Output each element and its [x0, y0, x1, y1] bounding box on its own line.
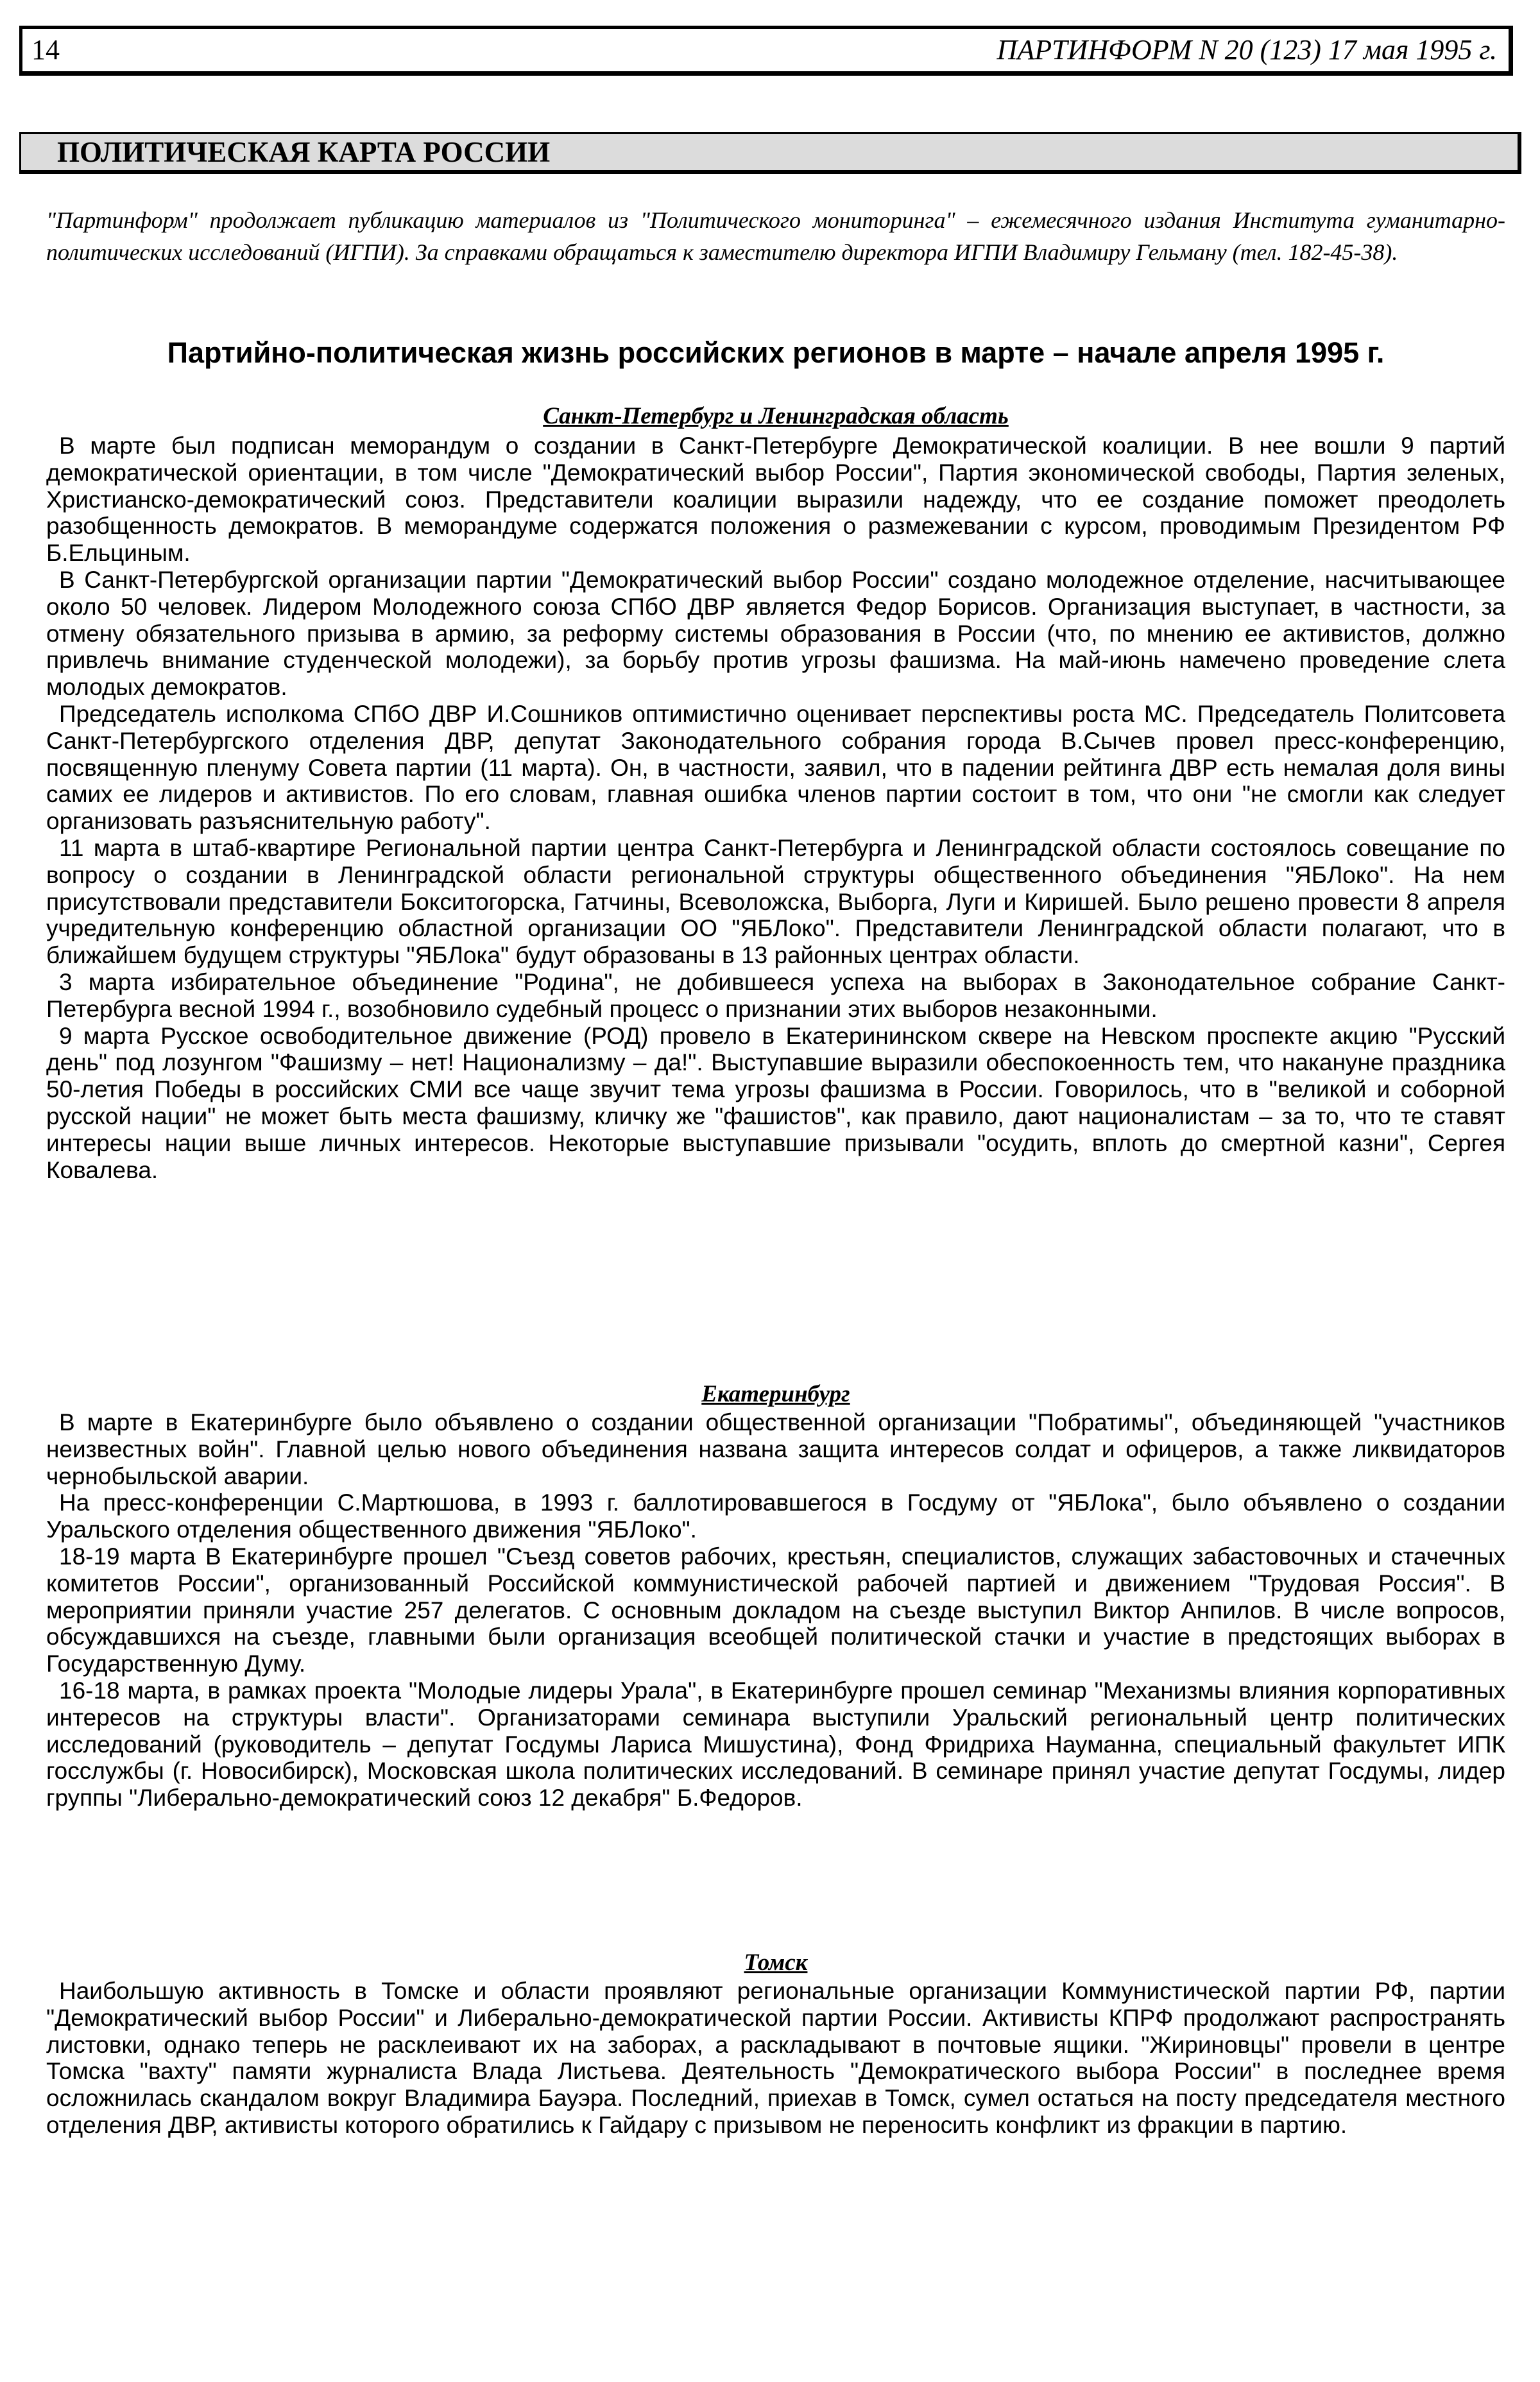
page-number: 14 — [31, 34, 60, 65]
paragraph: 18-19 марта В Екатеринбурге прошел "Съезд советов рабочих, крестьян, специалистов, служащих забастовочных и стачечных комитетов России", организованный Российской коммунистической рабочей партией и движением "Трудовая Россия". В мероприятии приняли участие 257 делегатов. С основным докладом на съезде выступил Виктор Анпилов. В числе вопросов, обсуждавшихся на съезде, главными были организация всеобщей политической стачки и участие в предстоящих выборах в Государственную Думу. — [46, 1543, 1505, 1677]
paragraph: 3 марта избирательное объединение "Родина", не добившееся успеха на выборах в Законодательное собрание Санкт-Петербурга весной 1994 г., возобновило судебный процесс о признании этих выборов незаконными. — [46, 968, 1505, 1022]
region-heading-spb: Санкт-Петербург и Ленинградская область — [543, 403, 1009, 429]
issue-info: ПАРТИНФОРМ N 20 (123) 17 мая 1995 г. — [997, 34, 1497, 65]
region-body-ekb — [46, 1409, 1505, 1812]
region-body-tomsk — [46, 1978, 1505, 2139]
section-title: ПОЛИТИЧЕСКАЯ КАРТА РОССИИ — [57, 136, 551, 168]
intro-text: "Партинформ" продолжает публикацию материалов из "Политического мониторинга" – ежемесячного издания Института гуманитарно-политических исследований (ИГПИ). За справками обращаться к заместителю директора ИГПИ Владимиру Гельману (тел. 182-45-38). — [46, 207, 1505, 265]
page-header — [19, 26, 1513, 76]
paragraph: 9 марта Русское освободительное движение (РОД) провело в Екатерининском сквере на Невском проспекте акцию "Русский день" под лозунгом "Фашизму – нет! Национализму – да!". Выступавшие выразили обеспокоенность тем, что накануне праздника 50-летия Победы в российских СМИ все чаще звучит тема угрозы фашизма в России. Говорилось, что в "великой и соборной русской нации" не может быть места фашизму, кличку же "фашистов", как правило, дают националистам – за то, что те ставят интересы нации выше личных интересов. Некоторые выступавшие призывали "осудить, вплоть до смертной казни", Сергея Ковалева. — [46, 1022, 1505, 1183]
paragraph: 16-18 марта, в рамках проекта "Молодые лидеры Урала", в Екатеринбурге прошел семинар "Механизмы влияния корпоративных интересов на структуры власти". Организаторами семинара выступили Уральский региональный центр политических исследований (руководитель – депутат Госдумы Лариса Мишустина), Фонд Фридриха Науманна, специальный факультет ИПК госслужбы (г. Новосибирск), Московская школа политических исследований. В семинаре принял участие депутат Госдумы, лидер группы "Либерально-демократический союз 12 декабря" Б.Федоров. — [46, 1677, 1505, 1812]
paragraph: В Санкт-Петербургской организации партии "Демократический выбор России" создано молодежное отделение, насчитывающее около 50 человек. Лидером Молодежного союза СПбО ДВР является Федор Борисов. Организация выступает, в частности, за отмену обязательного призыва в армию, за реформу системы образования в России (что, по мнению ее активистов, должно привлечь внимание студенческой молодежи), за борьбу против угрозы фашизма. На май-июнь намечено проведение слета молодых демократов. — [46, 566, 1505, 701]
region-body-spb — [46, 433, 1505, 1183]
paragraph: В марте в Екатеринбурге было объявлено о создании общественной организации "Побратимы", объединяющей "участников неизвестных войн". Главной целью нового объединения названа защита интересов солдат и офицеров, а также ликвидаторов чернобыльской аварии. — [46, 1409, 1505, 1489]
region-heading-tomsk: Томск — [744, 1949, 808, 1976]
paragraph: На пресс-конференции С.Мартюшова, в 1993 г. баллотировавшегося в Госдуму от "ЯБЛока", было объявлено о создании Уральского отделения общественного движения "ЯБЛоко". — [46, 1489, 1505, 1543]
paragraph: 11 марта в штаб-квартире Региональной партии центра Санкт-Петербурга и Ленинградской области состоялось совещание по вопросу о создании в Ленинградской области региональной структуры общественного объединения "ЯБЛоко". На нем присутствовали представители Бокситогорска, Гатчины, Всеволожска, Выборга, Луги и Киришей. Было решено провести 8 апреля учредительную конференцию областной организации ОО "ЯБЛоко". Представители Ленинградской области полагают, что в ближайшем будущем структуры "ЯБЛока" будут образованы в 13 районных центрах области. — [46, 834, 1505, 969]
paragraph: Наибольшую активность в Томске и области проявляют региональные организации Коммунистической партии РФ, партии "Демократический выбор России" и Либерально-демократической партии России. Активисты КПРФ продолжают распространять листовки, однако теперь не расклеивают их на заборах, а раскладывают в почтовые ящики. "Жириновцы" провели в центре Томска "вахту" памяти журналиста Влада Листьева. Деятельность "Демократического выбора России" в последнее время осложнилась скандалом вокруг Владимира Бауэра. Последний, приехав в Томск, сумел остаться на посту председателя местного отделения ДВР, активисты которого обратились к Гайдару с призывом не переносить конфликт из фракции в партию. — [46, 1978, 1505, 2138]
section-banner — [19, 132, 1521, 174]
paragraph: Председатель исполкома СПбО ДВР И.Сошников оптимистично оценивает перспективы роста МС. Председатель Политсовета Санкт-Петербургского отделения ДВР, депутат Законодательного собрания города В.Сычев провел пресс-конференцию, посвященную пленуму Совета партии (11 марта). Он, в частности, заявил, что в падении рейтинга ДВР есть немалая доля вины самих ее лидеров и активистов. По его словам, главная ошибка членов партии состоит в том, что они "не смогли как следует организовать разъяснительную работу". — [46, 700, 1505, 835]
paragraph: В марте был подписан меморандум о создании в Санкт-Петербурге Демократической коалиции. В нее вошли 9 партий демократической ориентации, в том числе "Демократический выбор России", Партия экономической свободы, Партия зеленых, Христианско-демократический союз. Представители коалиции выразили надежду, что ее создание поможет преодолеть разобщенность демократов. В меморандуме содержатся положения о размежевании с курсом, проводимым Президентом РФ Б.Ельциным. — [46, 433, 1505, 567]
article-title: Партийно-политическая жизнь российских регионов в марте – начале апреля 1995 г. — [167, 336, 1385, 369]
region-heading-ekb: Екатеринбург — [701, 1381, 850, 1407]
